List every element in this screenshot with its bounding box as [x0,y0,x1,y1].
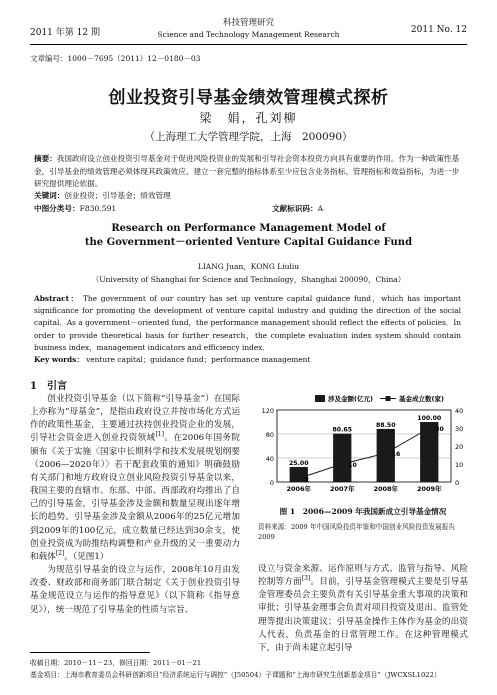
classification-line [34,203,461,216]
title-en-line1: Research on Performance Management Model of [111,223,386,234]
paragraph-text: 在2006年国务院颁布《关于实施〈国家中长期科学和技术发展规划纲要（2006—2020年）〉若干配套政策的通知》明确鼓励有关部门和地方政府设立创业风险投资引导基金以来，我国主要的直辖市、东部、中部、西部政府均推出了自己的引导基金，引导基金涉及金额和数量呈现出逐年增长的趋势。引导基金涉及金额从2006年的25亿元增加到2009年的100亿元，成立数量已经达到30余支，使创业投资成为助推结构调整和产业升级的又一重要动力和载体 [30,433,240,562]
abstract-cn-text: 我国政府设立创业投资引导基金对于促进风险投资业的发展和引导社会资本投资方向具有重要的作用。作为一种政策性基金，引导基金的绩效管理必须体现其政策效应。建立一套完整的指标体系至少应包含业务指标、管理指标和效益指标，为进一步研究提供理论依据。 [34,154,460,188]
y-right-tick-label: 0 [455,479,460,487]
bar-data-label: 88.50 [375,421,396,429]
line-point [383,451,388,456]
figure-1-chart [255,390,475,502]
x-tick-label: 2007年 [329,485,355,493]
bar [333,434,351,482]
legend-bar-swatch [315,395,325,402]
footnote-received: 收稿日期：2010－11－23，修回日期：2011－01－21 [30,659,202,667]
clc-value: F830.591 [79,204,117,213]
paragraph-text: 。目前，引导基金管理模式主要是引导基金管理委员会主要负责有关引导基金重大事项的决策和审批；引导基金理事会负责对项目投资及退出、监管处理等提出决策建议；引导基金操作主体作为基金的出资人代表，负责基金的日常管理工作。在这种管理模式下，由于尚未建立起引导 [258,577,468,653]
running-header [30,18,467,45]
y-left-tick-label: 40 [265,455,274,463]
article-number: 文章编号：1000－7695（2011）12－0180－03 [30,54,201,63]
footnote-fund: 基金项目：上海市教育委员会科研创新项目“经济系统运行与调控”（J50504）子课题和“上海市研究生创新基金项目”（JWCXSL1022） [30,671,441,679]
paragraph [30,393,240,564]
paragraph [258,563,468,655]
footnote-divider [30,652,150,653]
chart-svg [255,390,475,502]
doc-code-label: 文献标识码： [272,204,318,213]
line-data-label: 2 [304,476,310,484]
doc-code-value: A [317,204,324,213]
bar-data-label: 25.00 [288,460,309,467]
clc-label: 中图分类号： [34,204,80,213]
paragraph-text: 设立与资金来源、运作原则与方式、监管与指导、风险控制等方面 [258,564,468,588]
keywords-cn [34,190,461,203]
line-point [427,426,432,431]
x-tick-label: 2006年 [286,485,312,493]
paragraph-tail: 。（见图1） [64,551,109,562]
line-data-label: 10 [348,462,357,469]
keywords-en-text: venture capital；guidance fund；performance management [86,355,311,364]
citation: [3] [301,575,311,583]
abstract-en [34,293,461,354]
title-en-line2: the Government－oriented Venture Capital Guidance Fund [84,237,413,248]
legend-bar-label: 涉及金额(亿元) [328,395,373,403]
abstract-en-label: Abstract： [34,294,80,303]
series-line [299,428,430,478]
issue-label-en: 2011 No. 12 [410,25,467,35]
legend-line-label: 基金成立数(家) [399,395,444,403]
affiliation-cn: （上海理工大学管理学院，上海 200090） [144,131,353,143]
body-right-column [258,563,468,655]
y-left-tick-label: 120 [261,407,274,415]
doc-code [272,203,323,216]
abstract-en-text: The government of our country has set up venture capital guidance fund，which has important significance for promoting the development of venture capital industry and guiding the direction of the social capital．As a government－oriented fund，the performance management should reflect the effects of policies．In order to provide theoretical basis for further research，the complete evaluation index system should contain business index，management indicators and efficiency index． [34,294,462,352]
paragraph-text: 创业投资引导基金（以下简称“引导基金”）在国际上亦称为“母基金”，是指由政府设立并按市场化方式运作的政策性基金，主要通过扶持创业投资企业的发展，引导社会资金进入创业投资领域 [30,394,240,444]
paragraph: 为规范引导基金的设立与运作，2008年10月由发改委、财政部和商务部门联合制定《关于创业投资引导基金规范设立与运作的指导意见》（以下简称《指导意见》），统一规范了引导基金的性质与宗旨、 [30,565,240,615]
bar-data-label: 100.00 [417,415,442,422]
keywords-cn-label: 关键词： [34,191,65,200]
line-point [340,462,345,467]
body-left-column [30,393,240,617]
y-left-tick-label: 80 [265,431,274,439]
y-right-tick-label: 30 [455,425,464,433]
figure-caption: 图 1 2006—2009 年我国新成立引导基金情况 [279,507,447,516]
bar-data-label: 80.65 [332,426,353,434]
abstract-cn-label: 摘要： [34,154,57,163]
journal-name-en: Science and Technology Management Research [157,30,340,39]
line-data-label: 16 [391,451,401,459]
article-title-en [0,222,497,250]
y-right-tick-label: 20 [455,443,464,451]
article-title-cn: 创业投资引导基金绩效管理模式探析 [108,88,389,108]
citation: [1] [155,431,164,439]
x-tick-label: 2009年 [416,485,442,493]
keywords-cn-text: 创业投资；引导基金；绩效管理 [64,191,171,200]
y-right-tick-label: 10 [455,461,464,469]
keywords-en-label: Key words： [34,355,84,364]
y-left-tick-label: 0 [269,479,274,487]
issue-label: 2011 年第 12 期 [30,28,100,38]
authors-cn: 梁 娟，孔刘柳 [199,111,298,125]
journal-name [30,18,467,40]
line-point [296,476,301,481]
section-heading: 1 引言 [30,381,67,392]
y-right-tick-label: 40 [455,407,464,415]
abstract-cn [34,153,461,191]
authors-en: LIANG Juan，KONG Liuliu [197,262,300,271]
citation: [2] [55,550,65,558]
journal-name-cn: 科技管理研究 [222,18,274,28]
keywords-en [34,354,461,365]
paragraph-tail: 。 [163,433,174,444]
figure-source: 资料来源：2009 年中国风险投资年鉴和中国创业风险投资发展报告 2009 [258,523,455,541]
affiliation-en: （University of Shanghai for Science and Technology，Shanghai 200090，China） [91,275,406,284]
x-tick-label: 2008年 [373,485,399,493]
line-data-label: 30 [435,426,444,433]
legend-line-marker [386,396,391,401]
